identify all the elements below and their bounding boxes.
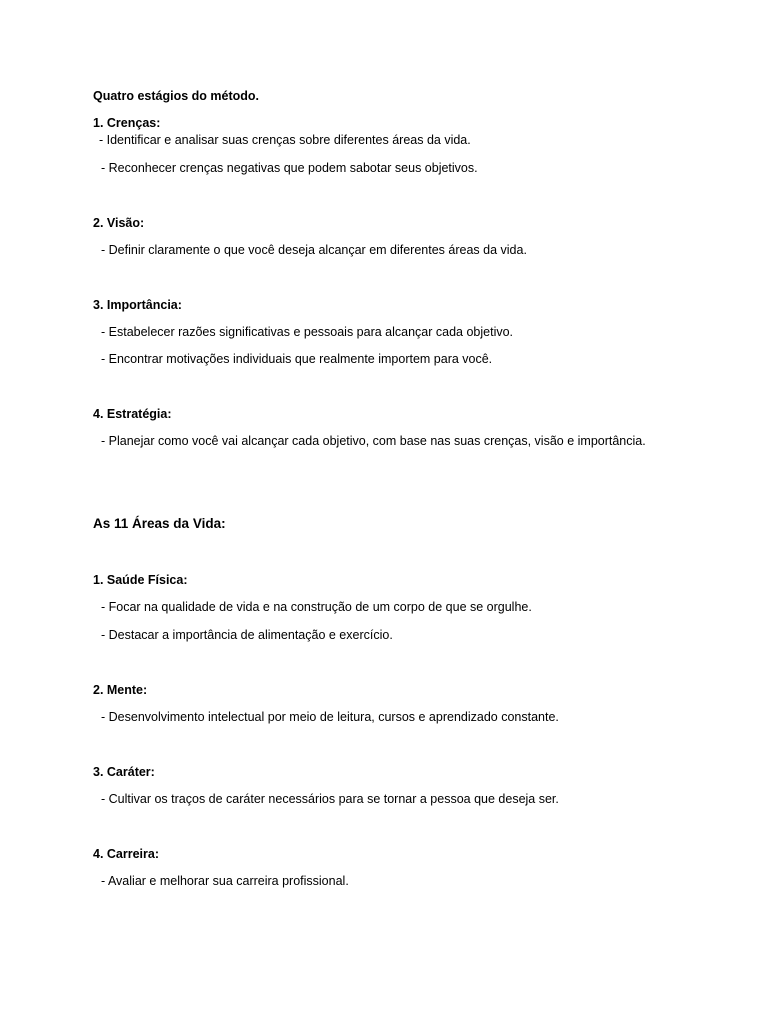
area-heading-health: 1. Saúde Física:	[93, 573, 188, 587]
area-item: - Avaliar e melhorar sua carreira profissional.	[101, 874, 349, 888]
stage-heading-vision: 2. Visão:	[93, 216, 145, 230]
stage-item: - Definir claramente o que você deseja alcançar em diferentes áreas da vida.	[101, 243, 527, 257]
document-title: Quatro estágios do método.	[93, 89, 259, 103]
stage-item: - Planejar como você vai alcançar cada objetivo, com base nas suas crenças, visão e importância.	[101, 434, 646, 448]
area-item: - Cultivar os traços de caráter necessários para se tornar a pessoa que deseja ser.	[101, 792, 559, 806]
areas-title: As 11 Áreas da Vida:	[93, 516, 226, 531]
stage-item: - Reconhecer crenças negativas que podem sabotar seus objetivos.	[101, 161, 478, 175]
area-item: - Destacar a importância de alimentação e exercício.	[101, 628, 393, 642]
area-item: - Focar na qualidade de vida e na construção de um corpo de que se orgulhe.	[101, 600, 532, 614]
stage-heading-importance: 3. Importância:	[93, 298, 182, 312]
stage-item: - Identificar e analisar suas crenças sobre diferentes áreas da vida.	[99, 133, 471, 147]
area-heading-career: 4. Carreira:	[93, 847, 160, 861]
stage-item: - Estabelecer razões significativas e pessoais para alcançar cada objetivo.	[101, 325, 514, 339]
area-heading-mind: 2. Mente:	[93, 683, 148, 697]
stage-item: - Encontrar motivações individuais que realmente importem para você.	[101, 352, 493, 366]
stage-heading-strategy: 4. Estratégia:	[93, 407, 172, 421]
area-heading-character: 3. Caráter:	[93, 765, 155, 779]
area-item: - Desenvolvimento intelectual por meio de leitura, cursos e aprendizado constante.	[101, 710, 559, 724]
stage-heading-beliefs: 1. Crenças:	[93, 116, 161, 130]
